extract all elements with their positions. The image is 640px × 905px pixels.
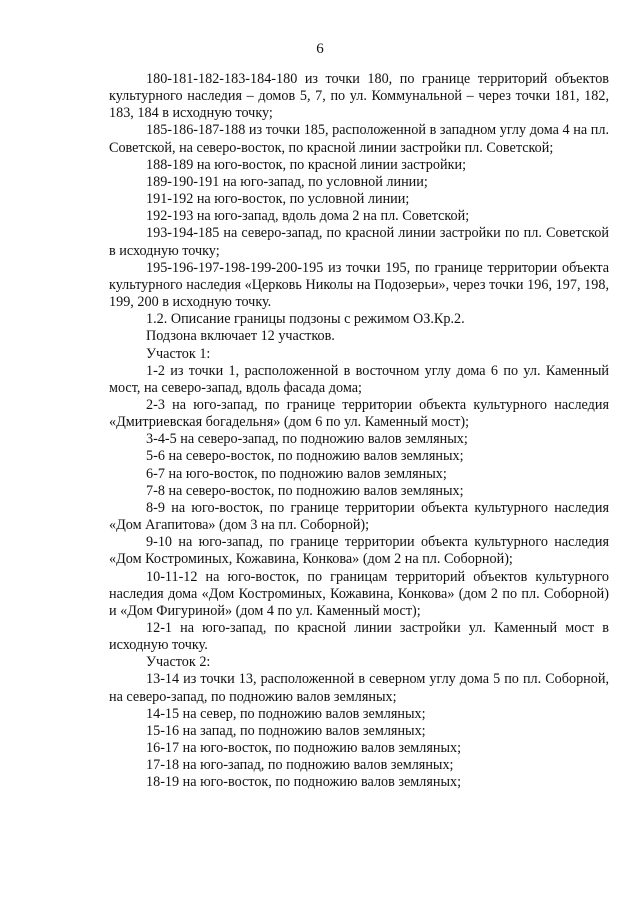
paragraph: 180-181-182-183-184-180 из точки 180, по границе территорий объектов культурного наследия – домов 5, 7, по ул. Коммунальной – через точки 181, 182, 183, 184 в исходную точку; bbox=[109, 71, 609, 122]
document-body bbox=[109, 71, 609, 792]
paragraph: 195-196-197-198-199-200-195 из точки 195, по границе территории объекта культурного наследия «Церковь Николы на Подозерьи», через точки 196, 197, 198, 199, 200 в исходную точку. bbox=[109, 259, 609, 311]
paragraph: 16-17 на юго-восток, по подножию валов земляных; bbox=[146, 740, 462, 757]
paragraph: 191-192 на юго-восток, по условной линии; bbox=[146, 191, 410, 208]
section-heading: 1.2. Описание границы подзоны с режимом ОЗ.Кр.2. bbox=[146, 311, 465, 328]
paragraph: 15-16 на запад, по подножию валов земляных; bbox=[146, 722, 426, 739]
paragraph: 9-10 на юго-запад, по границе территории объекта культурного наследия «Дом Костроминых, Кожавина, Конкова» (дом 2 на пл. Соборной); bbox=[109, 534, 609, 568]
paragraph: 12-1 на юго-запад, по красной линии застройки ул. Каменный мост в исходную точку. bbox=[109, 620, 609, 654]
paragraph: 10-11-12 на юго-восток, по границам территорий объектов культурного наследия дома «Дом Костроминых, Кожавина, Конкова» (дом 2 по пл. Соборной) и «Дом Фигуриной» (дом 4 по ул. Каменный мост); bbox=[109, 568, 609, 619]
paragraph: 3-4-5 на северо-запад, по подножию валов земляных; bbox=[146, 431, 468, 448]
paragraph: Подзона включает 12 участков. bbox=[146, 328, 335, 345]
paragraph: 18-19 на юго-восток, по подножию валов земляных; bbox=[146, 774, 462, 791]
paragraph: 189-190-191 на юго-запад, по условной линии; bbox=[146, 173, 428, 190]
paragraph: 13-14 из точки 13, расположенной в северном углу дома 5 по пл. Соборной, на северо-запад, по подножию валов земляных; bbox=[109, 671, 609, 705]
paragraph: 5-6 на северо-восток, по подножию валов земляных; bbox=[146, 448, 464, 465]
section-subheading: Участок 2: bbox=[146, 654, 211, 671]
paragraph: 17-18 на юго-запад, по подножию валов земляных; bbox=[146, 757, 454, 774]
page-number: 6 bbox=[316, 41, 324, 57]
paragraph: 2-3 на юго-запад, по границе территории объекта культурного наследия «Дмитриевская богадельня» (дом 6 по ул. Каменный мост); bbox=[109, 396, 609, 431]
paragraph: 185-186-187-188 из точки 185, расположенной в западном углу дома 4 на пл. Советской, на северо-восток, по красной линии застройки пл. Советской; bbox=[109, 122, 609, 156]
paragraph: 7-8 на северо-восток, по подножию валов земляных; bbox=[146, 482, 464, 499]
section-subheading: Участок 1: bbox=[146, 345, 211, 362]
paragraph: 192-193 на юго-запад, вдоль дома 2 на пл. Советской; bbox=[146, 208, 470, 225]
paragraph: 193-194-185 на северо-запад, по красной линии застройки по пл. Советской в исходную точку; bbox=[109, 225, 609, 259]
paragraph: 14-15 на север, по подножию валов земляных; bbox=[146, 705, 426, 722]
paragraph: 188-189 на юго-восток, по красной линии застройки; bbox=[146, 156, 467, 173]
paragraph: 1-2 из точки 1, расположенной в восточном углу дома 6 по ул. Каменный мост, на северо-запад, вдоль фасада дома; bbox=[109, 362, 609, 396]
paragraph: 6-7 на юго-восток, по подножию валов земляных; bbox=[146, 465, 447, 482]
paragraph: 8-9 на юго-восток, по границе территории объекта культурного наследия «Дом Агапитова» (дом 3 на пл. Соборной); bbox=[109, 499, 609, 534]
